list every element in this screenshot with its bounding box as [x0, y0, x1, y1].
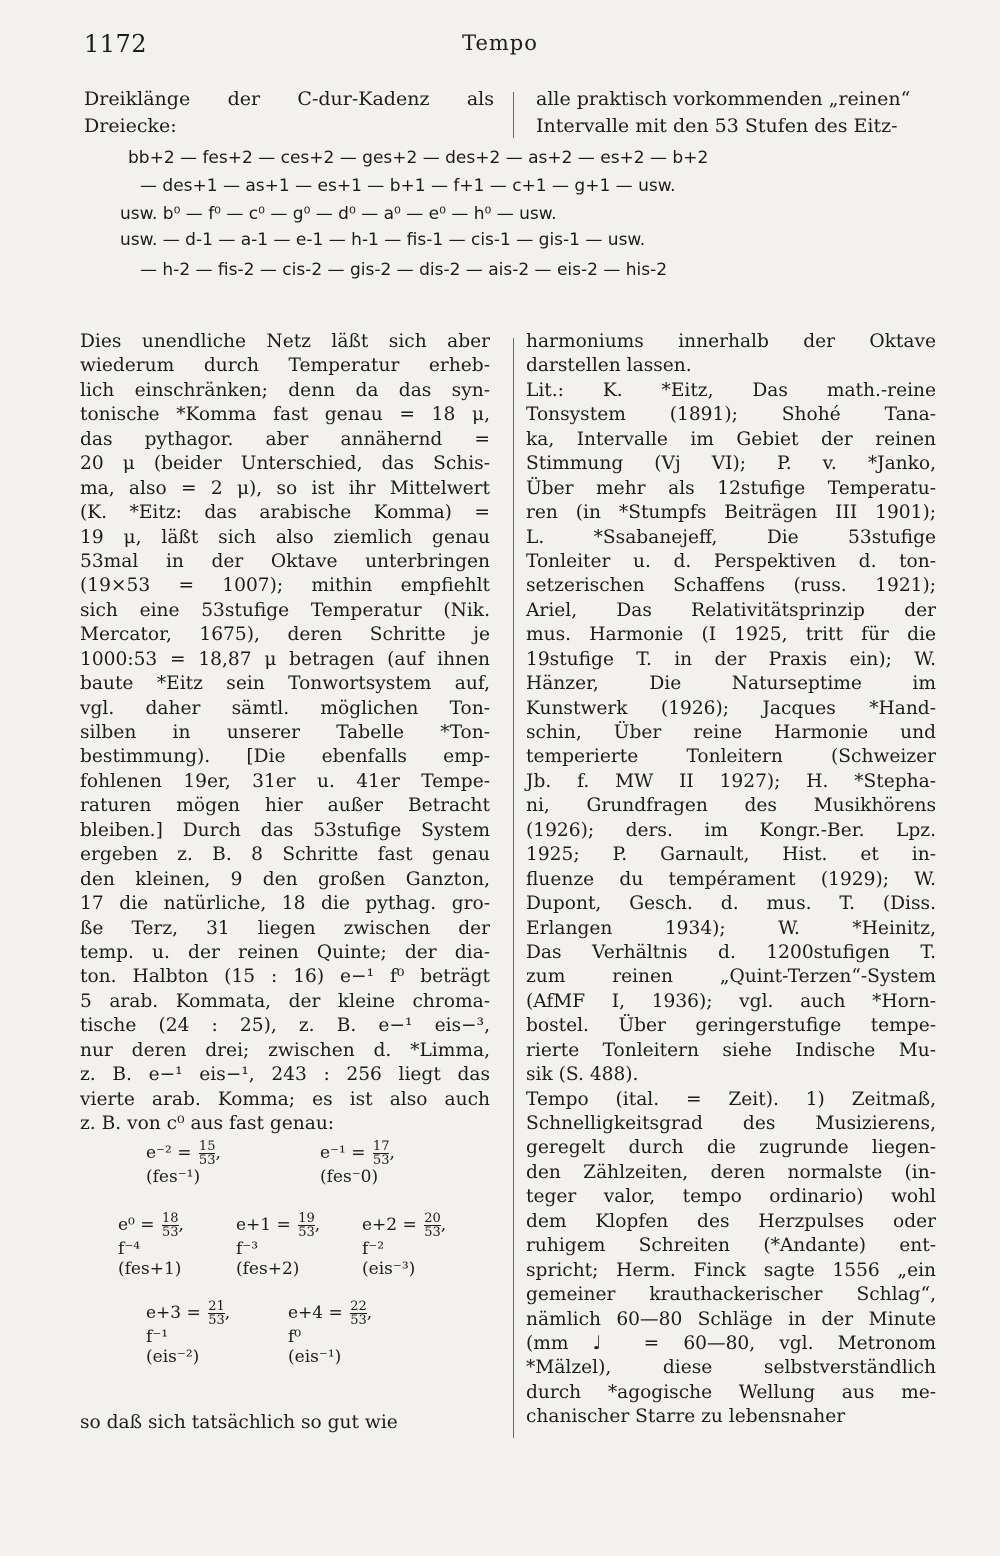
- text-line: darstellen lassen.: [526, 355, 692, 377]
- text-line: Tonleiter u. d. Perspektiven d. ton-: [526, 550, 936, 572]
- text-line: sik (S. 488).: [526, 1064, 639, 1086]
- text-line: Lit.: K. *Eitz, Das math.-reine: [526, 379, 936, 401]
- text-line: ni, Grundfragen des Musikhörens: [526, 795, 936, 817]
- network-row: usw. b⁰ — f⁰ — c⁰ — g⁰ — d⁰ — a⁰ — e⁰ — h⁰ — usw.: [120, 204, 557, 224]
- text-line: z. B. von c⁰ aus fast genau:: [80, 1113, 335, 1134]
- text-line: bostel. Über geringerstufige tempe-: [526, 1015, 936, 1037]
- math-group: [236, 1212, 320, 1279]
- text-line: Hänzer, Die Naturseptime im: [526, 673, 936, 695]
- text-line: lich einschränken; denn da das syn-: [80, 379, 490, 401]
- column-divider: [513, 338, 514, 1438]
- math-sub: f⁰: [288, 1327, 302, 1347]
- network-row: bb+2 — fes+2 — ces+2 — ges+2 — des+2 — as+2 — es+2 — b+2: [128, 148, 709, 168]
- text-line: L. *Ssabanejeff, Die 53stufige: [526, 526, 936, 548]
- closing-text: so daß sich tatsächlich so gut wie: [80, 1412, 398, 1433]
- numerator: 22: [350, 1299, 367, 1314]
- math-sub: f⁻³: [236, 1239, 259, 1259]
- text-line: ren (in *Stumpfs Beiträgen III 1901);: [526, 502, 936, 524]
- math-eq: e+4 = $\frac{22}{53}$ ,: [288, 1299, 373, 1328]
- fraction: [350, 1300, 367, 1327]
- math-eq: e+1 = $\frac{19}{53}$ ,: [236, 1211, 321, 1240]
- text-line: 17 die natürliche, 18 die pythag. gro-: [80, 893, 490, 915]
- text-line: *Mälzel), diese selbstverständlich: [526, 1357, 936, 1379]
- intro-word: der: [227, 88, 261, 110]
- math-lhs: e⁻²: [146, 1143, 172, 1163]
- math-lhs: e+1: [236, 1215, 272, 1235]
- text-line: Tempo (ital. = Zeit). 1) Zeitmaß,: [526, 1088, 936, 1110]
- denominator: 53: [372, 1153, 390, 1168]
- math-eq: e⁻¹ = $\frac{17}{53}$ ,: [320, 1139, 395, 1168]
- text-line: sich eine 53stufige Temperatur (Nik.: [80, 599, 490, 621]
- numerator: 21: [208, 1299, 225, 1314]
- text-line: vgl. daher sämtl. möglichen Ton-: [80, 697, 490, 719]
- math-group: [146, 1300, 230, 1367]
- text-line: bleiben.] Durch das 53stufige System: [80, 819, 490, 841]
- text-line: (AfMF I, 1936); vgl. auch *Horn-: [526, 990, 936, 1012]
- text-line: schin, Über reine Harmonie und: [526, 722, 936, 743]
- fraction: [208, 1300, 225, 1327]
- math-group: [362, 1212, 446, 1279]
- text-line: z. B. e−¹ eis−¹, 243 : 256 liegt das: [80, 1064, 490, 1086]
- text-line: setzerischen Schaffens (russ. 1921);: [526, 575, 936, 597]
- network-row: usw. — d-1 — a-1 — e-1 — h-1 — fis-1 — cis-1 — gis-1 — usw.: [120, 230, 646, 250]
- text-line: chanischer Starre zu lebensnaher: [526, 1406, 846, 1428]
- text-line: fluenze du tempérament (1929); W.: [526, 868, 936, 890]
- text-line: ruhigem Schreiten (*Andante) ent-: [526, 1235, 936, 1257]
- math-eq: e⁰ = $\frac{18}{53}$ ,: [118, 1211, 184, 1240]
- math-group: [320, 1140, 395, 1187]
- numerator: 19: [298, 1211, 315, 1226]
- text-line: Tonsystem (1891); Shohé Tana-: [526, 404, 936, 426]
- text-line: 53mal in der Oktave unterbringen: [80, 550, 490, 572]
- text-line: spricht; Herm. Finck sagte 1556 „ein: [526, 1259, 936, 1281]
- text-line: 5 arab. Kommata, der kleine chroma-: [80, 990, 490, 1012]
- math-lhs: e+2: [362, 1215, 398, 1235]
- intro-word: C-dur-Kadenz: [297, 88, 430, 110]
- intro-line: alle praktisch vorkommenden „reinen“: [536, 88, 911, 110]
- math-sub: f⁻⁴: [118, 1239, 141, 1259]
- intro-word: als: [466, 88, 494, 110]
- text-line: den kleinen, 9 den großen Ganzton,: [80, 868, 490, 890]
- text-line: nur deren drei; zwischen d. *Limma,: [80, 1039, 490, 1061]
- right-column: [526, 330, 936, 1430]
- network-row: — des+1 — as+1 — es+1 — b+1 — f+1 — c+1 — g+1 — usw.: [140, 176, 676, 196]
- text-line: den Zählzeiten, deren normalste (in-: [526, 1161, 936, 1183]
- text-line: teger valor, tempo ordinario) wohl: [526, 1186, 936, 1208]
- math-sub: (fes+1): [118, 1259, 182, 1279]
- math-lhs: e+4: [288, 1303, 324, 1323]
- text-line: raturen mögen hier außer Betracht: [80, 795, 490, 817]
- text-line: 19stufige T. in der Praxis ein); W.: [526, 648, 936, 670]
- text-line: Dupont, Gesch. d. mus. T. (Diss.: [526, 893, 936, 915]
- text-line: ka, Intervalle im Gebiet der reinen: [526, 428, 936, 450]
- intro-line: Intervalle mit den 53 Stufen des Eitz-: [536, 115, 898, 137]
- text-line: rierte Tonleitern siehe Indische Mu-: [526, 1039, 936, 1061]
- math-group: [146, 1140, 221, 1187]
- math-sub: (eis⁻²): [146, 1347, 200, 1367]
- math-eq: e⁻² = $\frac{15}{53}$ ,: [146, 1139, 221, 1168]
- math-lhs: e+3: [146, 1303, 182, 1323]
- text-line: Erlangen 1934); W. *Heinitz,: [526, 917, 936, 939]
- text-line: 19 μ, läßt sich also ziemlich genau: [80, 526, 490, 548]
- text-line: ergeben z. B. 8 Schritte fast genau: [80, 844, 490, 866]
- text-line: Mercator, 1675), deren Schritte je: [80, 624, 490, 646]
- math-sub: (eis⁻³): [362, 1259, 416, 1279]
- math-sub: (fes⁻¹): [146, 1167, 201, 1187]
- numerator: 17: [372, 1139, 390, 1154]
- text-line: Ariel, Das Relativitätsprinzip der: [526, 599, 936, 621]
- numerator: 18: [161, 1211, 179, 1226]
- text-line: tische (24 : 25), z. B. e−¹ eis−³,: [80, 1015, 490, 1037]
- math-lhs: e⁰: [118, 1215, 135, 1235]
- math-lhs: e⁻¹: [320, 1143, 346, 1163]
- left-column: [80, 330, 490, 1136]
- math-group: [118, 1212, 184, 1279]
- text-line: (K. *Eitz: das arabische Komma) =: [80, 502, 490, 524]
- text-line: ma, also = 2 μ), so ist ihr Mittelwert: [80, 477, 490, 499]
- intro-left: [84, 86, 494, 140]
- fraction: [424, 1212, 441, 1239]
- intro-right: [536, 86, 946, 140]
- text-line: wiederum durch Temperatur erheb-: [80, 355, 490, 377]
- math-sub: f⁻²: [362, 1239, 385, 1259]
- fraction: [298, 1212, 315, 1239]
- text-line: nämlich 60—80 Schläge in der Minute: [526, 1308, 936, 1330]
- denominator: 53: [198, 1153, 216, 1168]
- math-sub: (fes⁻0): [320, 1167, 379, 1187]
- math-sub: f⁻¹: [146, 1327, 169, 1347]
- text-line: Jb. f. MW II 1927); H. *Stepha-: [526, 770, 936, 792]
- numerator: 20: [424, 1211, 441, 1226]
- text-line: temp. u. der reinen Quinte; der dia-: [80, 941, 490, 963]
- math-eq: e+3 = $\frac{21}{53}$ ,: [146, 1299, 231, 1328]
- denominator: 53: [161, 1225, 179, 1240]
- text-line: (19×53 = 1007); mithin empfiehlt: [80, 575, 490, 597]
- text-line: dem Klopfen des Herzpulses oder: [526, 1210, 936, 1232]
- text-line: 1925; P. Garnault, Hist. et in-: [526, 844, 936, 866]
- text-line: vierte arab. Komma; es ist also auch: [80, 1088, 490, 1110]
- text-line: Schnelligkeitsgrad des Musizierens,: [526, 1113, 936, 1134]
- text-line: ße Terz, 31 liegen zwischen der: [80, 917, 490, 939]
- numerator: 15: [198, 1139, 216, 1154]
- text-line: (mm ♩ = 60—80, vgl. Metronom: [526, 1332, 936, 1354]
- fraction: [162, 1212, 179, 1239]
- text-line: Dies unendliche Netz läßt sich aber: [80, 331, 490, 352]
- text-line: tonische *Komma fast genau = 18 μ,: [80, 404, 490, 426]
- text-line: (1926); ders. im Kongr.-Ber. Lpz.: [526, 819, 936, 841]
- denominator: 53: [208, 1313, 225, 1328]
- intro-word: Dreiecke:: [84, 115, 177, 137]
- text-line: zum reinen „Quint-Terzen“-System: [526, 966, 936, 988]
- fraction: [199, 1140, 216, 1167]
- page-number: 1172: [84, 30, 148, 58]
- text-line: silben in unserer Tabelle *Ton-: [80, 722, 490, 743]
- text-line: bestimmung). [Die ebenfalls emp-: [80, 746, 490, 768]
- text-line: Das Verhältnis d. 1200stufigen T.: [526, 941, 936, 963]
- text-line: geregelt durch die zugrunde liegen-: [526, 1137, 936, 1159]
- text-line: Kunstwerk (1926); Jacques *Hand-: [526, 697, 936, 719]
- text-line: mus. Harmonie (I 1925, tritt für die: [526, 624, 936, 646]
- text-line: das pythagor. aber annähernd =: [80, 428, 490, 450]
- math-sub: (eis⁻¹): [288, 1347, 342, 1367]
- text-line: 1000:53 = 18,87 μ betragen (auf ihnen: [80, 648, 490, 670]
- text-line: Stimmung (Vj VI); P. v. *Janko,: [526, 453, 936, 475]
- denominator: 53: [298, 1225, 315, 1240]
- math-sub: (fes+2): [236, 1259, 300, 1279]
- network-row: — h-2 — fis-2 — cis-2 — gis-2 — dis-2 — ais-2 — eis-2 — his-2: [140, 260, 668, 280]
- math-group: [288, 1300, 372, 1367]
- intro-word: Dreiklänge: [84, 88, 191, 110]
- text-line: fohlenen 19er, 31er u. 41er Tempe-: [80, 770, 490, 792]
- text-line: 20 μ (beider Unterschied, das Schis-: [80, 453, 490, 475]
- fraction: [373, 1140, 390, 1167]
- text-line: ton. Halbton (15 : 16) e−¹ f⁰ beträgt: [80, 966, 490, 988]
- text-line: gemeiner krauthackerischer Schlag“,: [526, 1284, 936, 1306]
- closing-line: [80, 1412, 500, 1433]
- text-line: harmoniums innerhalb der Oktave: [526, 331, 936, 352]
- denominator: 53: [350, 1313, 367, 1328]
- column-divider: [513, 92, 514, 138]
- text-line: durch *agogische Wellung aus me-: [526, 1381, 936, 1403]
- text-line: Über mehr als 12stufige Temperatu-: [526, 477, 936, 499]
- text-line: temperierte Tonleitern (Schweizer: [526, 746, 936, 768]
- math-eq: e+2 = $\frac{20}{53}$ ,: [362, 1211, 447, 1240]
- denominator: 53: [424, 1225, 441, 1240]
- text-line: baute *Eitz sein Tonwortsystem auf,: [80, 673, 490, 695]
- running-head: Tempo: [462, 31, 538, 55]
